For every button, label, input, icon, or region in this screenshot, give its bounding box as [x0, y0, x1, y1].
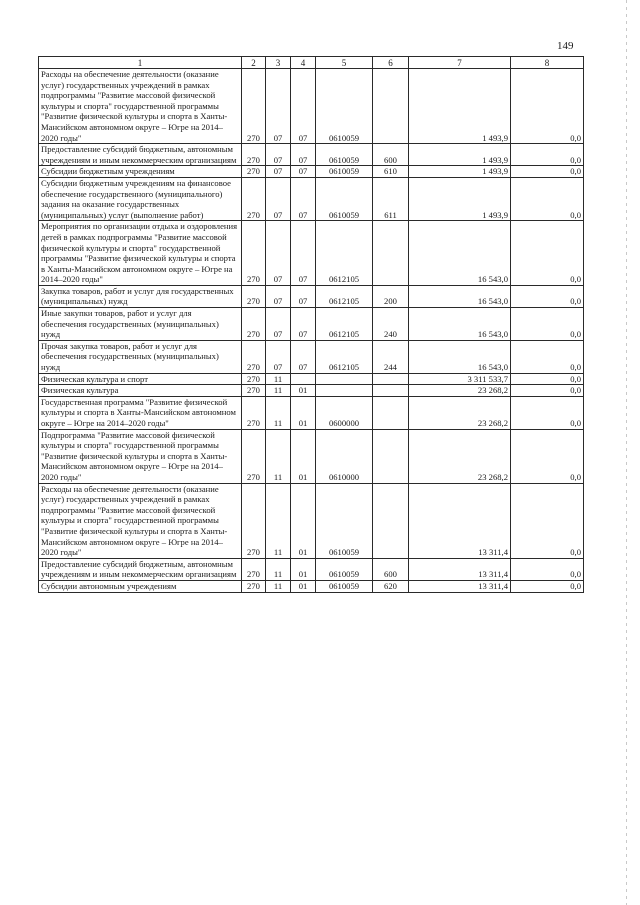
cell-name: Субсидии бюджетным учреждениям на финансовое обеспечение государственного (муниципального) задания на оказание государственных (муниципальных) услуг (выполнение работ)	[39, 177, 242, 220]
cell-admin-code: 270	[242, 166, 266, 178]
cell-name: Физическая культура и спорт	[39, 373, 242, 385]
cell-admin-code: 270	[242, 340, 266, 373]
cell-target-article: 0612105	[316, 340, 373, 373]
cell-amount: 1 493,9	[409, 144, 511, 166]
cell-amount: 16 543,0	[409, 221, 511, 286]
cell-section: 07	[266, 285, 291, 307]
cell-admin-code: 270	[242, 483, 266, 558]
header-col-8: 8	[511, 57, 584, 69]
header-col-6: 6	[373, 57, 409, 69]
header-col-5: 5	[316, 57, 373, 69]
cell-target-article: 0610000	[316, 429, 373, 483]
cell-expense-type: 600	[373, 558, 409, 580]
table-row	[39, 558, 584, 580]
table-row	[39, 373, 584, 385]
cell-target-article	[316, 385, 373, 397]
cell-amount-2: 0,0	[511, 166, 584, 178]
cell-amount: 13 311,4	[409, 580, 511, 592]
cell-name: Прочая закупка товаров, работ и услуг для обеспечения государственных (муниципальных) нужд	[39, 340, 242, 373]
cell-subsection	[291, 373, 316, 385]
cell-name: Закупка товаров, работ и услуг для государственных (муниципальных) нужд	[39, 285, 242, 307]
cell-target-article	[316, 373, 373, 385]
cell-subsection: 01	[291, 483, 316, 558]
cell-admin-code: 270	[242, 373, 266, 385]
cell-target-article: 0600000	[316, 396, 373, 429]
cell-expense-type: 244	[373, 340, 409, 373]
cell-target-article: 0612105	[316, 221, 373, 286]
cell-section: 07	[266, 144, 291, 166]
table-row	[39, 308, 584, 341]
cell-section: 07	[266, 69, 291, 144]
cell-amount-2: 0,0	[511, 340, 584, 373]
cell-amount-2: 0,0	[511, 221, 584, 286]
cell-amount-2: 0,0	[511, 385, 584, 397]
cell-section: 11	[266, 385, 291, 397]
cell-target-article: 0610059	[316, 558, 373, 580]
cell-expense-type	[373, 429, 409, 483]
table-row	[39, 144, 584, 166]
cell-subsection: 07	[291, 166, 316, 178]
cell-amount: 1 493,9	[409, 69, 511, 144]
cell-amount: 3 311 533,7	[409, 373, 511, 385]
header-col-2: 2	[242, 57, 266, 69]
cell-target-article: 0610059	[316, 69, 373, 144]
table-row	[39, 396, 584, 429]
cell-subsection: 07	[291, 285, 316, 307]
cell-amount: 1 493,9	[409, 177, 511, 220]
table-row	[39, 429, 584, 483]
cell-subsection: 07	[291, 69, 316, 144]
cell-admin-code: 270	[242, 177, 266, 220]
cell-amount-2: 0,0	[511, 177, 584, 220]
cell-subsection: 01	[291, 558, 316, 580]
cell-expense-type: 200	[373, 285, 409, 307]
cell-admin-code: 270	[242, 385, 266, 397]
cell-amount: 1 493,9	[409, 166, 511, 178]
cell-admin-code: 270	[242, 69, 266, 144]
table-row	[39, 340, 584, 373]
table-row	[39, 483, 584, 558]
cell-name: Мероприятия по организации отдыха и оздоровления детей в рамках подпрограммы "Развитие массовой физической культуры и спорта" государственной программы "Развитие физической культуры и спорта в Ханты-Мансийском автономном округе – Югре на 2014–2020 годы"	[39, 221, 242, 286]
cell-section: 07	[266, 177, 291, 220]
cell-name: Расходы на обеспечение деятельности (оказание услуг) государственных учреждений в рамках подпрограммы "Развитие массовой физической культуры и спорта" государственной программы "Развитие физической культуры и спорта в Ханты-Мансийском автономном округе – Югре на 2014–2020 годы"	[39, 483, 242, 558]
cell-name: Расходы на обеспечение деятельности (оказание услуг) государственных учреждений в рамках подпрограммы "Развитие массовой физической культуры и спорта" государственной программы "Развитие физической культуры и спорта в Ханты-Мансийском автономном округе – Югре на 2014–2020 годы"	[39, 69, 242, 144]
budget-table	[38, 56, 584, 593]
cell-section: 07	[266, 340, 291, 373]
cell-section: 11	[266, 429, 291, 483]
cell-name: Иные закупки товаров, работ и услуг для обеспечения государственных (муниципальных) нужд	[39, 308, 242, 341]
cell-target-article: 0610059	[316, 483, 373, 558]
cell-expense-type	[373, 69, 409, 144]
cell-subsection: 01	[291, 429, 316, 483]
cell-amount-2: 0,0	[511, 308, 584, 341]
cell-section: 11	[266, 396, 291, 429]
header-col-1: 1	[39, 57, 242, 69]
table-row	[39, 69, 584, 144]
cell-admin-code: 270	[242, 308, 266, 341]
cell-amount: 23 268,2	[409, 396, 511, 429]
cell-subsection: 01	[291, 385, 316, 397]
cell-section: 07	[266, 221, 291, 286]
cell-amount-2: 0,0	[511, 396, 584, 429]
header-col-3: 3	[266, 57, 291, 69]
cell-subsection: 07	[291, 221, 316, 286]
table-row	[39, 385, 584, 397]
scan-margin-line	[626, 0, 627, 905]
cell-amount: 16 543,0	[409, 285, 511, 307]
cell-subsection: 07	[291, 308, 316, 341]
cell-admin-code: 270	[242, 396, 266, 429]
cell-name: Предоставление субсидий бюджетным, автономным учреждениям и иным некоммерческим организациям	[39, 144, 242, 166]
cell-expense-type: 620	[373, 580, 409, 592]
cell-target-article: 0610059	[316, 144, 373, 166]
cell-target-article: 0610059	[316, 166, 373, 178]
cell-admin-code: 270	[242, 285, 266, 307]
cell-subsection: 01	[291, 580, 316, 592]
cell-admin-code: 270	[242, 580, 266, 592]
cell-subsection: 01	[291, 396, 316, 429]
table-row	[39, 166, 584, 178]
cell-expense-type	[373, 483, 409, 558]
cell-amount: 13 311,4	[409, 483, 511, 558]
cell-name: Физическая культура	[39, 385, 242, 397]
cell-amount-2: 0,0	[511, 483, 584, 558]
cell-amount: 23 268,2	[409, 429, 511, 483]
cell-expense-type	[373, 396, 409, 429]
table-header-row	[39, 57, 584, 69]
cell-amount: 16 543,0	[409, 308, 511, 341]
cell-name: Субсидии автономным учреждениям	[39, 580, 242, 592]
table-row	[39, 580, 584, 592]
header-col-4: 4	[291, 57, 316, 69]
cell-amount: 16 543,0	[409, 340, 511, 373]
table-row	[39, 177, 584, 220]
cell-amount-2: 0,0	[511, 69, 584, 144]
cell-section: 07	[266, 308, 291, 341]
cell-expense-type: 600	[373, 144, 409, 166]
cell-expense-type: 611	[373, 177, 409, 220]
cell-target-article: 0612105	[316, 285, 373, 307]
cell-expense-type	[373, 385, 409, 397]
cell-amount-2: 0,0	[511, 373, 584, 385]
page-number: 149	[557, 40, 574, 52]
cell-amount-2: 0,0	[511, 558, 584, 580]
cell-amount-2: 0,0	[511, 285, 584, 307]
cell-expense-type	[373, 373, 409, 385]
cell-expense-type: 610	[373, 166, 409, 178]
cell-section: 11	[266, 558, 291, 580]
cell-admin-code: 270	[242, 221, 266, 286]
cell-admin-code: 270	[242, 429, 266, 483]
cell-amount-2: 0,0	[511, 144, 584, 166]
cell-admin-code: 270	[242, 558, 266, 580]
cell-name: Подпрограмма "Развитие массовой физической культуры и спорта" государственной программы "Развитие физической культуры и спорта в Ханты-Мансийском автономном округе – Югре на 2014–2020 годы"	[39, 429, 242, 483]
cell-expense-type: 240	[373, 308, 409, 341]
cell-section: 11	[266, 373, 291, 385]
cell-name: Государственная программа "Развитие физической культуры и спорта в Ханты-Мансийском автономном округе – Югре на 2014–2020 годы"	[39, 396, 242, 429]
table-row	[39, 221, 584, 286]
cell-expense-type	[373, 221, 409, 286]
table-row	[39, 285, 584, 307]
cell-section: 11	[266, 580, 291, 592]
cell-amount: 13 311,4	[409, 558, 511, 580]
cell-subsection: 07	[291, 144, 316, 166]
cell-section: 07	[266, 166, 291, 178]
cell-subsection: 07	[291, 177, 316, 220]
cell-name: Предоставление субсидий бюджетным, автономным учреждениям и иным некоммерческим организациям	[39, 558, 242, 580]
cell-amount-2: 0,0	[511, 429, 584, 483]
cell-name: Субсидии бюджетным учреждениям	[39, 166, 242, 178]
cell-target-article: 0610059	[316, 580, 373, 592]
cell-admin-code: 270	[242, 144, 266, 166]
header-col-7: 7	[409, 57, 511, 69]
cell-target-article: 0612105	[316, 308, 373, 341]
cell-amount: 23 268,2	[409, 385, 511, 397]
cell-amount-2: 0,0	[511, 580, 584, 592]
cell-section: 11	[266, 483, 291, 558]
cell-subsection: 07	[291, 340, 316, 373]
cell-target-article: 0610059	[316, 177, 373, 220]
